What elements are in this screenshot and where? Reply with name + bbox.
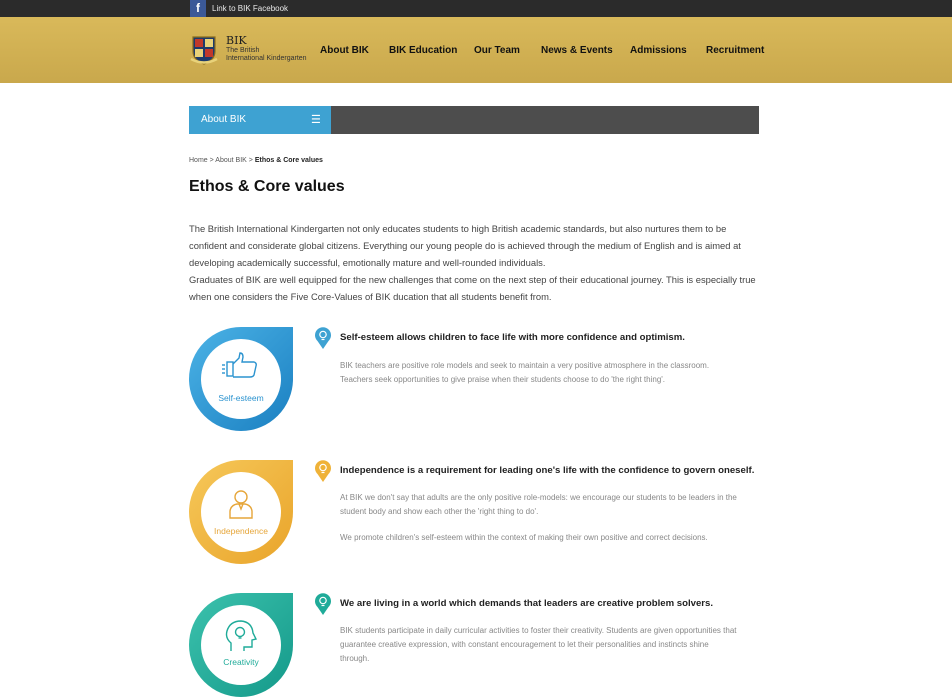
value-heading: Self-esteem allows children to face life with more confidence and optimism. (340, 332, 685, 343)
independence-badge (189, 460, 295, 566)
nav-recruitment[interactable]: Recruitment (706, 45, 765, 56)
value-description: We promote children's self-esteem within the context of making their own positive and correct decisions. (340, 533, 708, 542)
subnav-about-bik[interactable] (189, 106, 331, 134)
independence-label: Independence (214, 526, 268, 536)
brand-name: BIK (226, 34, 247, 47)
creativity-badge (189, 593, 295, 699)
breadcrumb-about[interactable]: About BIK (215, 157, 247, 164)
core-value-independence (189, 460, 759, 572)
intro-paragraph: Graduates of BIK are well equipped for the new challenges that come on the next step of their educational journey. This is especially true when one considers the Five Core-Values of BIK ducation that all students benefit from. (189, 274, 756, 302)
nav-admissions[interactable]: Admissions (630, 45, 687, 56)
breadcrumb-separator: > (248, 157, 253, 164)
self-esteem-badge (189, 327, 295, 433)
core-value-creativity (189, 593, 759, 667)
nav-bik-education[interactable]: BIK Education (389, 45, 458, 56)
creativity-label: Creativity (223, 657, 259, 667)
breadcrumb-separator: > (209, 157, 214, 164)
nav-about-bik[interactable]: About BIK (320, 45, 369, 56)
sub-nav-bar (189, 106, 759, 134)
core-value-self-esteem (189, 327, 759, 437)
intro-text (189, 220, 759, 305)
facebook-icon[interactable]: f (190, 0, 206, 17)
brand-subline-1: The British (226, 47, 260, 54)
brand-subline-2: International Kindergarten (226, 55, 307, 62)
menu-icon[interactable]: ☰ (311, 114, 321, 126)
site-header (0, 17, 952, 83)
subnav-label: About BIK (201, 114, 247, 125)
lightbulb-icon (315, 460, 331, 482)
lightbulb-icon (315, 327, 331, 349)
page-title: Ethos & Core values (189, 178, 345, 195)
intro-paragraph: The British International Kindergarten not only educates students to high British academic standards, but also nurtures them to be confident and considerate global citizens. Everything our young people do is achieved through the medium of English and is aimed at developing academically successful, emotionally mature and well-rounded individuals. (189, 223, 741, 268)
breadcrumb (189, 156, 323, 166)
breadcrumb-current: Ethos & Core values (254, 157, 323, 164)
value-description: BIK teachers are positive role models and seek to maintain a very positive atmosphere in the classroom. Teachers seek opportunities to give praise when their students choose to do 'the right thing'. (340, 361, 710, 384)
nav-our-team[interactable]: Our Team (474, 45, 520, 56)
breadcrumb-home[interactable]: Home (189, 157, 208, 164)
value-heading: We are living in a world which demands that leaders are creative problem solvers. (340, 598, 714, 609)
nav-news-events[interactable]: News & Events (541, 45, 613, 56)
lightbulb-icon (315, 593, 331, 615)
top-bar (0, 0, 952, 17)
facebook-link[interactable]: Link to BIK Facebook (212, 4, 289, 13)
value-description: BIK students participate in daily curricular activities to foster their creativity. Students are given opportunities that guarantee creative expression, with constant encouragement to let their personalities and instincts shine through. (340, 626, 737, 663)
value-heading: Independence is a requirement for leading one's life with the confidence to govern oneself. (340, 465, 755, 476)
self-esteem-label: Self-esteem (218, 393, 264, 403)
value-description: At BIK we don't say that adults are the only positive role-models: we encourage our students to be leaders in the student body and show each other the 'right thing to do'. (340, 493, 737, 516)
brand-text[interactable] (226, 35, 307, 63)
bik-crest-logo[interactable] (190, 33, 218, 65)
